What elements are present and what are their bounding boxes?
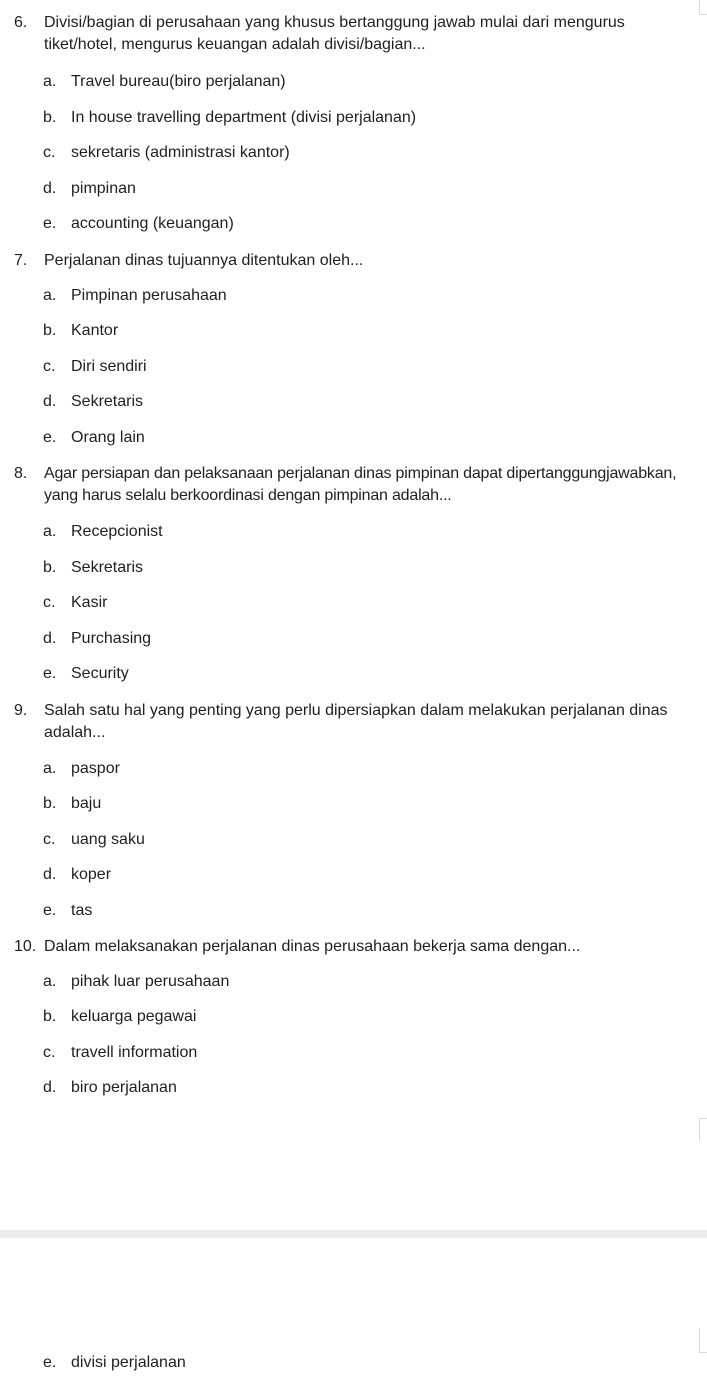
option-10a [43, 972, 229, 992]
option-10e [43, 1353, 186, 1373]
option-text: uang saku [71, 831, 145, 848]
option-6d [43, 179, 136, 199]
option-letter: e. [43, 665, 57, 682]
option-10b [43, 1007, 196, 1027]
option-letter: c. [43, 1044, 56, 1061]
option-text: travell information [71, 1044, 198, 1061]
question-7 [14, 250, 693, 272]
option-letter: d. [43, 866, 57, 883]
question-number: 9. [14, 702, 28, 719]
option-8e [43, 664, 129, 684]
option-text: Diri sendiri [71, 358, 147, 375]
option-text: Recepcionist [71, 523, 163, 540]
question-number: 6. [14, 14, 28, 31]
option-text: In house travelling department (divisi perjalanan) [71, 109, 417, 126]
option-8d [43, 629, 151, 649]
option-text: baju [71, 795, 102, 812]
option-9c [43, 830, 145, 850]
question-number: 10. [14, 938, 37, 955]
option-letter: b. [43, 322, 57, 339]
option-text: accounting (keuangan) [71, 215, 234, 232]
option-6a [43, 72, 286, 92]
question-number: 8. [14, 465, 28, 482]
crop-mark [699, 1328, 707, 1353]
page-divider [0, 1230, 707, 1238]
option-letter: b. [43, 109, 57, 126]
question-text: Salah satu hal yang penting yang perlu dipersiapkan dalam melakukan perjalanan dinas adalah... [44, 702, 668, 741]
option-8b [43, 558, 143, 578]
option-8a [43, 522, 163, 542]
option-7e [43, 428, 145, 448]
option-text: Purchasing [71, 630, 152, 647]
option-letter: b. [43, 559, 57, 576]
option-6b [43, 108, 416, 128]
option-text: biro perjalanan [71, 1079, 177, 1096]
option-9b [43, 794, 101, 814]
option-letter: b. [43, 1008, 57, 1025]
option-letter: c. [43, 831, 56, 848]
option-text: Sekretaris [71, 393, 144, 410]
question-8 [14, 463, 693, 507]
option-letter: e. [43, 429, 57, 446]
option-letter: e. [43, 1354, 57, 1371]
option-text: pihak luar perusahaan [71, 973, 230, 990]
question-6 [14, 12, 693, 56]
option-letter: e. [43, 215, 57, 232]
option-text: Kantor [71, 322, 119, 339]
option-6c [43, 143, 290, 163]
option-10d [43, 1078, 177, 1098]
option-9a [43, 759, 120, 779]
option-text: Security [71, 665, 129, 682]
option-text: keluarga pegawai [71, 1008, 197, 1025]
question-10 [14, 936, 693, 958]
option-text: divisi perjalanan [71, 1354, 186, 1371]
option-text: Pimpinan perusahaan [71, 287, 227, 304]
option-9e [43, 901, 92, 921]
option-letter: a. [43, 760, 57, 777]
option-text: Sekretaris [71, 559, 144, 576]
option-letter: c. [43, 144, 56, 161]
option-9d [43, 865, 111, 885]
option-letter: c. [43, 594, 56, 611]
option-10c [43, 1043, 197, 1063]
option-8c [43, 593, 107, 613]
option-text: Travel bureau(biro perjalanan) [71, 73, 286, 90]
option-letter: d. [43, 1079, 57, 1096]
option-text: pimpinan [71, 180, 136, 197]
option-letter: e. [43, 902, 57, 919]
option-text: Kasir [71, 594, 108, 611]
option-letter: a. [43, 287, 57, 304]
option-letter: a. [43, 973, 57, 990]
option-letter: c. [43, 358, 56, 375]
option-text: Orang lain [71, 429, 145, 446]
option-6e [43, 214, 234, 234]
option-letter: a. [43, 523, 57, 540]
option-letter: d. [43, 630, 57, 647]
option-text: tas [71, 902, 93, 919]
option-text: paspor [71, 760, 120, 777]
option-7d [43, 392, 143, 412]
crop-mark [699, 0, 707, 15]
question-number: 7. [14, 252, 28, 269]
option-text: sekretaris (administrasi kantor) [71, 144, 290, 161]
option-letter: a. [43, 73, 57, 90]
option-7b [43, 321, 118, 341]
question-text: Perjalanan dinas tujuannya ditentukan oleh... [44, 252, 364, 269]
option-7c [43, 357, 147, 377]
option-letter: d. [43, 180, 57, 197]
question-9 [14, 700, 693, 744]
option-text: koper [71, 866, 112, 883]
question-text: Dalam melaksanakan perjalanan dinas perusahaan bekerja sama dengan... [44, 938, 581, 955]
option-letter: d. [43, 393, 57, 410]
question-text: Agar persiapan dan pelaksanaan perjalanan dinas pimpinan dapat dipertanggungjawabkan, yang harus selalu berkoordinasi dengan pimpinan adalah... [44, 465, 677, 504]
crop-mark [699, 1118, 707, 1141]
option-letter: b. [43, 795, 57, 812]
question-text: Divisi/bagian di perusahaan yang khusus bertanggung jawab mulai dari mengurus tiket/hotel, mengurus keuangan adalah divisi/bagian... [44, 14, 625, 53]
option-7a [43, 286, 227, 306]
